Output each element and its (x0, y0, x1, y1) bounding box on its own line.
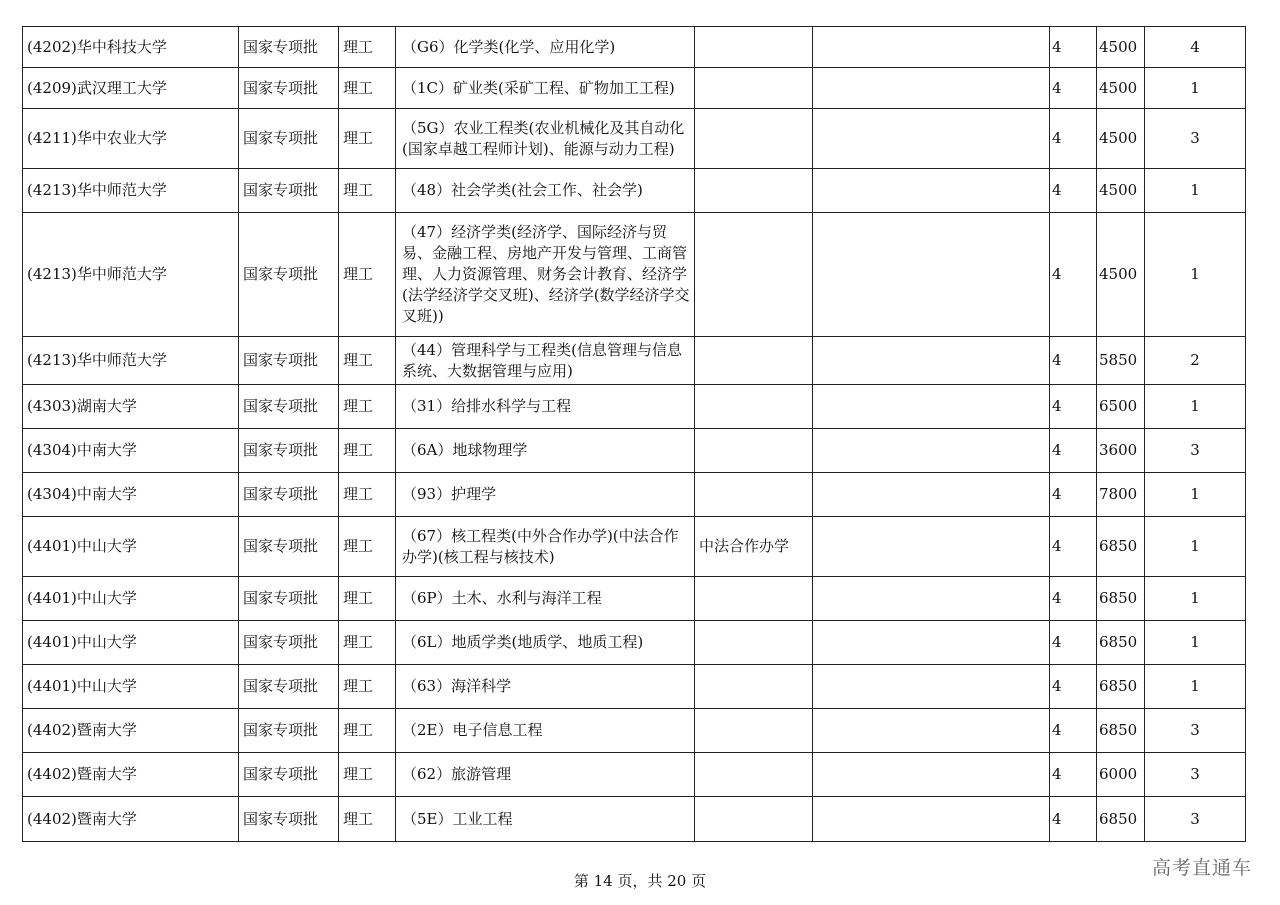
table-row (23, 337, 1246, 385)
note-cell (695, 68, 813, 109)
count-cell: 1 (1145, 68, 1246, 109)
school-cell: (4209)武汉理工大学 (23, 68, 239, 109)
table-row (23, 665, 1246, 709)
category-cell: 理工 (339, 517, 396, 577)
extra-cell (813, 797, 1050, 842)
extra-cell (813, 213, 1050, 337)
batch-cell: 国家专项批 (239, 27, 339, 68)
count-cell: 1 (1145, 621, 1246, 665)
category-cell: 理工 (339, 577, 396, 621)
school-cell: (4213)华中师范大学 (23, 213, 239, 337)
years-cell: 4 (1050, 109, 1097, 169)
extra-cell (813, 429, 1050, 473)
batch-cell: 国家专项批 (239, 797, 339, 842)
tuition-cell: 6850 (1097, 517, 1145, 577)
tuition-cell: 4500 (1097, 213, 1145, 337)
page-footer: 第 14 页，共 20 页 (573, 872, 707, 890)
school-cell: (4202)华中科技大学 (23, 27, 239, 68)
category-cell: 理工 (339, 169, 396, 213)
school-cell: (4213)华中师范大学 (23, 169, 239, 213)
extra-cell (813, 621, 1050, 665)
note-cell (695, 621, 813, 665)
school-cell: (4401)中山大学 (23, 621, 239, 665)
count-cell: 2 (1145, 337, 1246, 385)
major-cell: （1C）矿业类(采矿工程、矿物加工工程) (396, 68, 695, 109)
count-cell: 3 (1145, 797, 1246, 842)
tuition-cell: 4500 (1097, 169, 1145, 213)
years-cell: 4 (1050, 577, 1097, 621)
batch-cell: 国家专项批 (239, 577, 339, 621)
major-cell: （47）经济学类(经济学、国际经济与贸易、金融工程、房地产开发与管理、工商管理、人力资源管理、财务会计教育、经济学(法学经济学交叉班)、经济学(数学经济学交叉班)) (396, 213, 695, 337)
category-cell: 理工 (339, 213, 396, 337)
years-cell: 4 (1050, 709, 1097, 753)
years-cell: 4 (1050, 473, 1097, 517)
batch-cell: 国家专项批 (239, 429, 339, 473)
table-row (23, 709, 1246, 753)
table-body (23, 27, 1246, 842)
major-cell: （67）核工程类(中外合作办学)(中法合作办学)(核工程与核技术) (396, 517, 695, 577)
major-cell: （G6）化学类(化学、应用化学) (396, 27, 695, 68)
tuition-cell: 6850 (1097, 709, 1145, 753)
years-cell: 4 (1050, 169, 1097, 213)
admissions-table (22, 26, 1246, 842)
extra-cell (813, 169, 1050, 213)
extra-cell (813, 337, 1050, 385)
major-cell: （6A）地球物理学 (396, 429, 695, 473)
extra-cell (813, 753, 1050, 797)
school-cell: (4303)湖南大学 (23, 385, 239, 429)
years-cell: 4 (1050, 27, 1097, 68)
watermark-logo: 高考直通车 (1151, 857, 1252, 879)
count-cell: 3 (1145, 109, 1246, 169)
category-cell: 理工 (339, 109, 396, 169)
years-cell: 4 (1050, 797, 1097, 842)
tuition-cell: 4500 (1097, 68, 1145, 109)
batch-cell: 国家专项批 (239, 109, 339, 169)
category-cell: 理工 (339, 337, 396, 385)
table-row (23, 797, 1246, 842)
count-cell: 1 (1145, 473, 1246, 517)
major-cell: （31）给排水科学与工程 (396, 385, 695, 429)
note-cell (695, 213, 813, 337)
table-row (23, 577, 1246, 621)
table-row (23, 27, 1246, 68)
major-cell: （44）管理科学与工程类(信息管理与信息系统、大数据管理与应用) (396, 337, 695, 385)
note-cell (695, 385, 813, 429)
tuition-cell: 6500 (1097, 385, 1145, 429)
note-cell (695, 337, 813, 385)
note-cell (695, 27, 813, 68)
extra-cell (813, 27, 1050, 68)
category-cell: 理工 (339, 621, 396, 665)
note-cell (695, 429, 813, 473)
major-cell: （93）护理学 (396, 473, 695, 517)
note-cell (695, 577, 813, 621)
count-cell: 1 (1145, 517, 1246, 577)
count-cell: 4 (1145, 27, 1246, 68)
school-cell: (4401)中山大学 (23, 577, 239, 621)
tuition-cell: 6850 (1097, 577, 1145, 621)
major-cell: （63）海洋科学 (396, 665, 695, 709)
extra-cell (813, 665, 1050, 709)
extra-cell (813, 709, 1050, 753)
major-cell: （2E）电子信息工程 (396, 709, 695, 753)
count-cell: 1 (1145, 665, 1246, 709)
count-cell: 1 (1145, 213, 1246, 337)
tuition-cell: 5850 (1097, 337, 1145, 385)
major-cell: （48）社会学类(社会工作、社会学) (396, 169, 695, 213)
batch-cell: 国家专项批 (239, 68, 339, 109)
tuition-cell: 7800 (1097, 473, 1145, 517)
tuition-cell: 6850 (1097, 621, 1145, 665)
category-cell: 理工 (339, 753, 396, 797)
extra-cell (813, 473, 1050, 517)
note-cell (695, 665, 813, 709)
batch-cell: 国家专项批 (239, 169, 339, 213)
count-cell: 3 (1145, 429, 1246, 473)
batch-cell: 国家专项批 (239, 709, 339, 753)
count-cell: 1 (1145, 169, 1246, 213)
tuition-cell: 4500 (1097, 27, 1145, 68)
tuition-cell: 6000 (1097, 753, 1145, 797)
major-cell: （5E）工业工程 (396, 797, 695, 842)
school-cell: (4401)中山大学 (23, 517, 239, 577)
major-cell: （6P）土木、水利与海洋工程 (396, 577, 695, 621)
category-cell: 理工 (339, 429, 396, 473)
note-cell: 中法合作办学 (695, 517, 813, 577)
years-cell: 4 (1050, 429, 1097, 473)
category-cell: 理工 (339, 709, 396, 753)
tuition-cell: 6850 (1097, 797, 1145, 842)
years-cell: 4 (1050, 621, 1097, 665)
years-cell: 4 (1050, 753, 1097, 797)
batch-cell: 国家专项批 (239, 753, 339, 797)
note-cell (695, 473, 813, 517)
batch-cell: 国家专项批 (239, 213, 339, 337)
extra-cell (813, 517, 1050, 577)
extra-cell (813, 577, 1050, 621)
table-row (23, 169, 1246, 213)
tuition-cell: 3600 (1097, 429, 1145, 473)
category-cell: 理工 (339, 473, 396, 517)
table-row (23, 213, 1246, 337)
category-cell: 理工 (339, 665, 396, 709)
table-row (23, 385, 1246, 429)
note-cell (695, 109, 813, 169)
note-cell (695, 169, 813, 213)
category-cell: 理工 (339, 797, 396, 842)
years-cell: 4 (1050, 213, 1097, 337)
school-cell: (4213)华中师范大学 (23, 337, 239, 385)
school-cell: (4211)华中农业大学 (23, 109, 239, 169)
tuition-cell: 4500 (1097, 109, 1145, 169)
batch-cell: 国家专项批 (239, 517, 339, 577)
category-cell: 理工 (339, 385, 396, 429)
extra-cell (813, 385, 1050, 429)
count-cell: 3 (1145, 709, 1246, 753)
years-cell: 4 (1050, 517, 1097, 577)
school-cell: (4304)中南大学 (23, 473, 239, 517)
school-cell: (4402)暨南大学 (23, 709, 239, 753)
category-cell: 理工 (339, 27, 396, 68)
table-row (23, 473, 1246, 517)
table-row (23, 109, 1246, 169)
table-row (23, 517, 1246, 577)
years-cell: 4 (1050, 68, 1097, 109)
years-cell: 4 (1050, 385, 1097, 429)
major-cell: （62）旅游管理 (396, 753, 695, 797)
extra-cell (813, 109, 1050, 169)
table-row (23, 68, 1246, 109)
table-row (23, 429, 1246, 473)
years-cell: 4 (1050, 665, 1097, 709)
school-cell: (4304)中南大学 (23, 429, 239, 473)
major-cell: （6L）地质学类(地质学、地质工程) (396, 621, 695, 665)
tuition-cell: 6850 (1097, 665, 1145, 709)
years-cell: 4 (1050, 337, 1097, 385)
note-cell (695, 753, 813, 797)
count-cell: 1 (1145, 577, 1246, 621)
table-row (23, 621, 1246, 665)
table-row (23, 753, 1246, 797)
count-cell: 1 (1145, 385, 1246, 429)
batch-cell: 国家专项批 (239, 337, 339, 385)
school-cell: (4402)暨南大学 (23, 753, 239, 797)
category-cell: 理工 (339, 68, 396, 109)
count-cell: 3 (1145, 753, 1246, 797)
note-cell (695, 709, 813, 753)
batch-cell: 国家专项批 (239, 473, 339, 517)
extra-cell (813, 68, 1050, 109)
batch-cell: 国家专项批 (239, 621, 339, 665)
major-cell: （5G）农业工程类(农业机械化及其自动化(国家卓越工程师计划)、能源与动力工程) (396, 109, 695, 169)
batch-cell: 国家专项批 (239, 665, 339, 709)
school-cell: (4402)暨南大学 (23, 797, 239, 842)
batch-cell: 国家专项批 (239, 385, 339, 429)
school-cell: (4401)中山大学 (23, 665, 239, 709)
note-cell (695, 797, 813, 842)
